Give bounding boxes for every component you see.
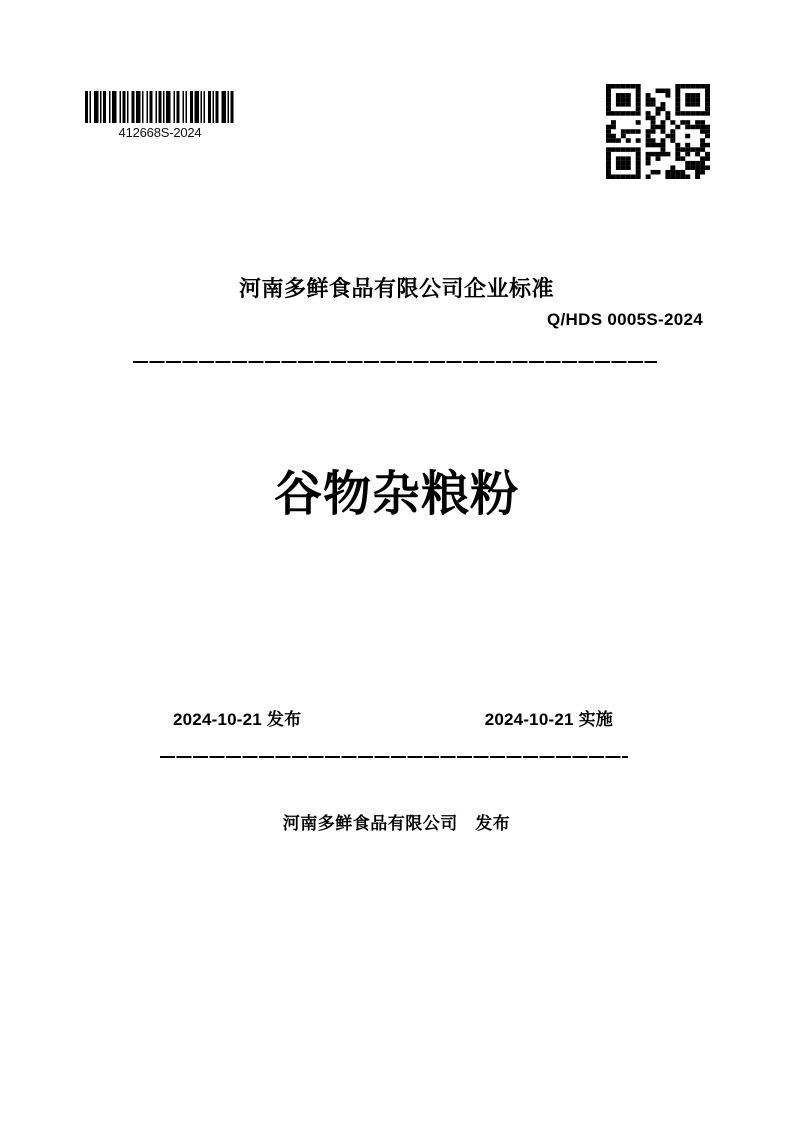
implementation-date: 2024-10-21 实施: [484, 710, 613, 729]
publisher-line: 河南多鲜食品有限公司 发布: [282, 814, 511, 833]
standard-number: Q/HDS 0005S-2024: [547, 310, 703, 329]
barcode-label: 412668S-2024: [118, 125, 202, 140]
document-title: 谷物杂粮粉: [273, 468, 519, 521]
bottom-divider-line: [160, 756, 628, 758]
qr-code-icon: [606, 84, 710, 179]
enterprise-standard-heading: 河南多鲜食品有限公司企业标准: [238, 276, 554, 301]
release-date: 2024-10-21 发布: [173, 710, 302, 729]
top-divider-line: [133, 361, 657, 363]
barcode-icon: [85, 91, 235, 123]
